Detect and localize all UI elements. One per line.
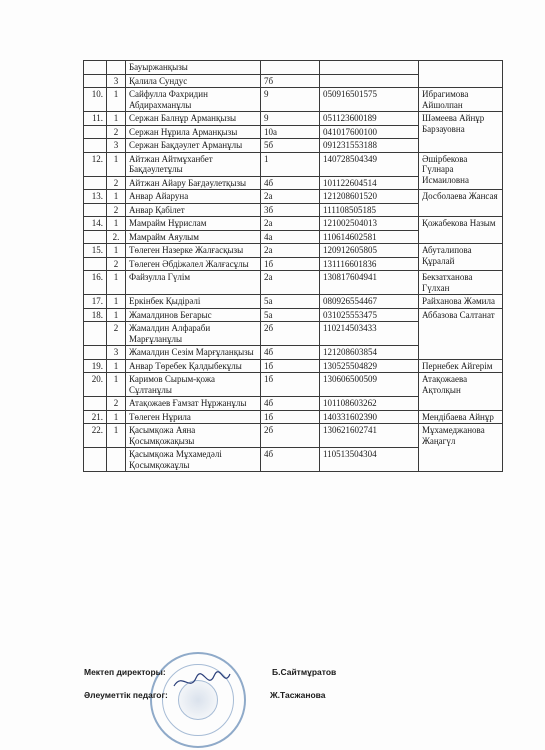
student-iin: 111108505185 (320, 203, 419, 217)
class-teacher: Райханова Жәмила (419, 295, 503, 309)
students-table (83, 60, 503, 472)
row-number (84, 346, 107, 360)
row-sub-number: 1 (107, 410, 126, 424)
student-iin: 091231553188 (320, 139, 419, 153)
student-class: 4б (261, 397, 320, 411)
student-class: 10а (261, 125, 320, 139)
director-name: Б.Сайтмұратов (272, 667, 337, 677)
table-row (84, 112, 503, 126)
row-sub-number: 2 (107, 176, 126, 190)
student-iin: 140331602390 (320, 410, 419, 424)
row-number (84, 257, 107, 271)
row-sub-number (107, 61, 126, 75)
row-sub-number: 1 (107, 152, 126, 176)
row-number (84, 230, 107, 244)
row-number: 13. (84, 190, 107, 204)
row-sub-number (107, 448, 126, 472)
student-name: Жамалдинов Бегарыс (126, 308, 261, 322)
students-table-body (84, 61, 503, 472)
student-class: 3б (261, 203, 320, 217)
student-name: Төлеген Нұрила (126, 410, 261, 424)
student-name: Анвар Төребек Қалдыбекұлы (126, 359, 261, 373)
row-number (84, 125, 107, 139)
student-name: Анвар Қабілет (126, 203, 261, 217)
row-number (84, 448, 107, 472)
row-number (84, 176, 107, 190)
student-iin: 130606500509 (320, 373, 419, 397)
row-number: 22. (84, 424, 107, 448)
row-number (84, 139, 107, 153)
class-teacher: Мендібаева Айнұр (419, 410, 503, 424)
row-number (84, 203, 107, 217)
student-iin: 110214503433 (320, 322, 419, 346)
class-teacher (419, 61, 503, 88)
student-name: Қалила Сундус (126, 74, 261, 88)
student-iin: 110513504304 (320, 448, 419, 472)
student-iin: 130621602741 (320, 424, 419, 448)
student-iin: 121002504013 (320, 217, 419, 231)
student-class: 4б (261, 448, 320, 472)
table-row (84, 244, 503, 258)
row-sub-number: 2 (107, 203, 126, 217)
student-class (261, 61, 320, 75)
class-teacher: Пернебек Айгерім (419, 359, 503, 373)
pedagog-name: Ж.Тасжанова (270, 690, 326, 700)
student-class: 4б (261, 176, 320, 190)
row-sub-number: 1 (107, 112, 126, 126)
student-name: Қасымқожа Мұхамедәлі Қосымқожаұлы (126, 448, 261, 472)
table-row (84, 271, 503, 295)
student-iin: 131116601836 (320, 257, 419, 271)
student-iin: 041017600100 (320, 125, 419, 139)
row-sub-number: 1 (107, 295, 126, 309)
student-class: 1б (261, 373, 320, 397)
student-class: 1б (261, 359, 320, 373)
class-teacher: Досболаева Жансая (419, 190, 503, 217)
student-name: Төлеген Әбдіжәлел Жалғасұлы (126, 257, 261, 271)
row-number: 11. (84, 112, 107, 126)
student-class: 5б (261, 139, 320, 153)
table-row (84, 359, 503, 373)
student-name: Төлеген Назерке Жалғасқызы (126, 244, 261, 258)
row-sub-number: 2 (107, 397, 126, 411)
student-class: 1 (261, 152, 320, 176)
student-iin: 080926554467 (320, 295, 419, 309)
student-class: 9 (261, 112, 320, 126)
student-iin: 140728504349 (320, 152, 419, 176)
table-row (84, 424, 503, 448)
row-number: 21. (84, 410, 107, 424)
table-row (84, 373, 503, 397)
row-sub-number: 3 (107, 74, 126, 88)
row-number: 15. (84, 244, 107, 258)
student-name: Мамрайм Аяулым (126, 230, 261, 244)
student-name: Айтжан Айтмұханбет Бақдәулетұлы (126, 152, 261, 176)
table-row (84, 410, 503, 424)
row-sub-number: 1 (107, 88, 126, 112)
row-sub-number: 3 (107, 346, 126, 360)
student-name: Каримов Сырым-қожа Сұлтанұлы (126, 373, 261, 397)
row-number: 20. (84, 373, 107, 397)
student-class: 2а (261, 217, 320, 231)
table-row (84, 308, 503, 322)
row-sub-number: 2 (107, 322, 126, 346)
row-sub-number: 1 (107, 359, 126, 373)
row-number: 10. (84, 88, 107, 112)
director-signature (172, 668, 232, 694)
student-class: 9 (261, 88, 320, 112)
row-sub-number: 1 (107, 271, 126, 295)
row-sub-number: 1 (107, 190, 126, 204)
class-teacher: Мұхамеджанова Жаңагүл (419, 424, 503, 472)
student-class: 7б (261, 74, 320, 88)
row-sub-number: 1 (107, 373, 126, 397)
student-name: Файзулла Гүлім (126, 271, 261, 295)
row-number: 12. (84, 152, 107, 176)
student-iin: 121208601520 (320, 190, 419, 204)
student-iin: 110614602581 (320, 230, 419, 244)
pedagog-title: Әлеуметтік педагог: (84, 690, 168, 700)
class-teacher: Ибрагимова Айшолпан (419, 88, 503, 112)
class-teacher: Әшірбекова Гүлнара Исмаиловна (419, 152, 503, 190)
student-iin: 051123600189 (320, 112, 419, 126)
student-class: 1б (261, 257, 320, 271)
student-iin: 031025553475 (320, 308, 419, 322)
student-name: Жамалдин Алфараби Марғұланұлы (126, 322, 261, 346)
student-class: 5а (261, 308, 320, 322)
student-name: Мамрайм Нұрислам (126, 217, 261, 231)
class-teacher: Бекзатханова Гүлхан (419, 271, 503, 295)
student-class: 2а (261, 271, 320, 295)
row-sub-number: 2 (107, 125, 126, 139)
student-name: Жамалдин Сезім Марғұланқызы (126, 346, 261, 360)
table-row (84, 152, 503, 176)
student-iin: 121208603854 (320, 346, 419, 360)
table-row (84, 295, 503, 309)
student-name: Атақожаев Ғамзат Нұржанұлы (126, 397, 261, 411)
student-name: Еркінбек Қыдірәлі (126, 295, 261, 309)
row-number: 14. (84, 217, 107, 231)
row-number: 16. (84, 271, 107, 295)
class-teacher: Қожабекова Назым (419, 217, 503, 244)
student-iin (320, 74, 419, 88)
student-iin: 120912605805 (320, 244, 419, 258)
class-teacher: Шәмеева Айнұр Барзауовна (419, 112, 503, 153)
student-name: Айтжан Айару Бағдәулетқызы (126, 176, 261, 190)
student-iin: 130525504829 (320, 359, 419, 373)
student-class: 2а (261, 190, 320, 204)
student-class: 4б (261, 346, 320, 360)
student-name: Сержан Балнұр Арманқызы (126, 112, 261, 126)
row-number (84, 322, 107, 346)
row-sub-number: 2 (107, 257, 126, 271)
table-row (84, 61, 503, 75)
row-sub-number: 3 (107, 139, 126, 153)
student-class: 4а (261, 230, 320, 244)
row-number (84, 74, 107, 88)
row-number (84, 397, 107, 411)
student-iin: 050916501575 (320, 88, 419, 112)
student-iin: 130817604941 (320, 271, 419, 295)
row-sub-number: 1 (107, 424, 126, 448)
student-class: 2б (261, 322, 320, 346)
row-number: 19. (84, 359, 107, 373)
director-title: Мектеп директоры: (84, 667, 166, 677)
student-class: 1б (261, 410, 320, 424)
table-row (84, 190, 503, 204)
student-iin: 101122604514 (320, 176, 419, 190)
student-name: Бауыржанқызы (126, 61, 261, 75)
table-row (84, 217, 503, 231)
student-class: 5а (261, 295, 320, 309)
student-name: Сержан Бақдәулет Арманұлы (126, 139, 261, 153)
student-name: Сайфулла Фахридин Абдирахманұлы (126, 88, 261, 112)
row-number (84, 61, 107, 75)
student-iin: 101108603262 (320, 397, 419, 411)
student-name: Қасымқожа Аяна Қосымқожақызы (126, 424, 261, 448)
student-name: Анвар Айаруна (126, 190, 261, 204)
row-number: 17. (84, 295, 107, 309)
table-row (84, 88, 503, 112)
row-sub-number: 1 (107, 308, 126, 322)
class-teacher: Абуталипова Құралай (419, 244, 503, 271)
student-class: 2б (261, 424, 320, 448)
row-sub-number: 1 (107, 217, 126, 231)
student-iin (320, 61, 419, 75)
row-sub-number: 2. (107, 230, 126, 244)
class-teacher: Аббазова Салтанат (419, 308, 503, 359)
row-number: 18. (84, 308, 107, 322)
student-class: 2а (261, 244, 320, 258)
class-teacher: Атақожаева Ақтолқын (419, 373, 503, 411)
row-sub-number: 1 (107, 244, 126, 258)
student-name: Сержан Нұрила Арманқызы (126, 125, 261, 139)
